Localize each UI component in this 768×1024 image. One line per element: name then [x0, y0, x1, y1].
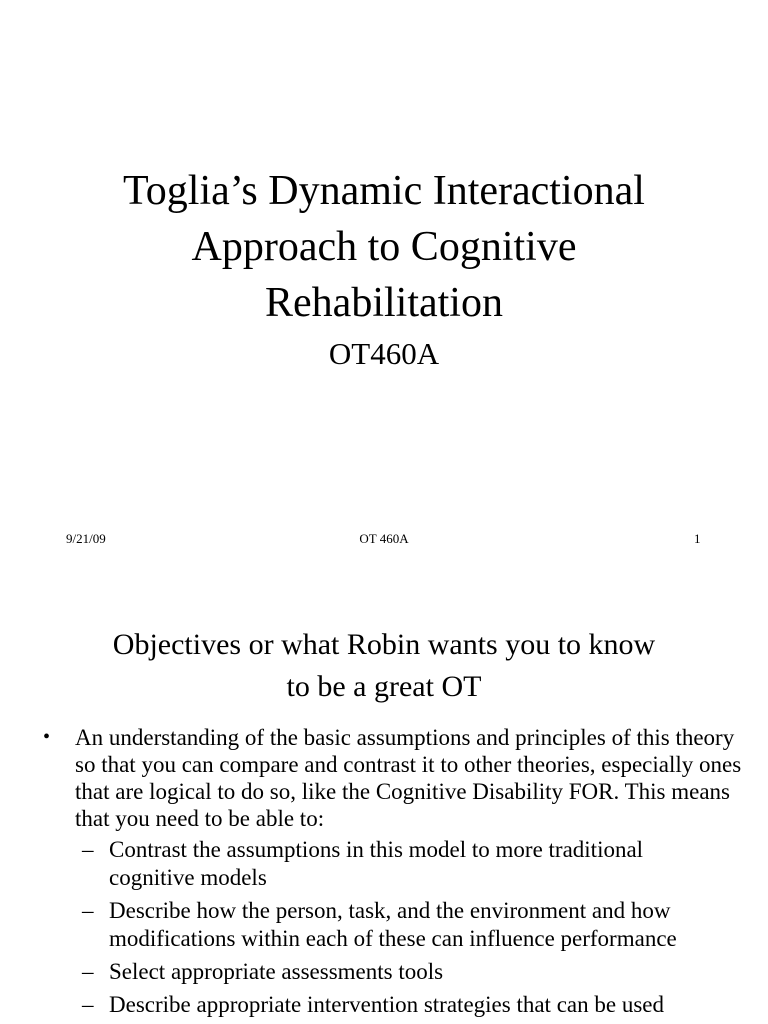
sub-list: [75, 836, 748, 1019]
dash-icon: –: [82, 837, 94, 862]
bullet-icon: •: [43, 726, 51, 748]
list-item: [0, 724, 768, 1019]
dash-icon: –: [82, 959, 94, 984]
title-line-3: Rehabilitation: [265, 280, 503, 326]
dash-icon: –: [82, 898, 94, 923]
title-line-1: Toglia’s Dynamic Interactional: [123, 168, 645, 214]
slide-1-title: [0, 163, 768, 331]
sub-item-text: Select appropriate assessments tools: [109, 959, 444, 984]
objectives-list: [0, 724, 768, 1024]
bullet-text: An understanding of the basic assumptions and principles of this theory so that you can compare and contrast it to other theories, especially ones that are logical to do so, like the Cognitive Disability FOR. This means that you need to be able to:: [75, 725, 742, 831]
footer-page-number: 1: [694, 531, 701, 546]
title2-line-1: Objectives or what Robin wants you to know: [112, 628, 656, 661]
title-line-2: Approach to Cognitive: [191, 224, 577, 270]
sub-list-item: [0, 836, 748, 892]
sub-list-item: [0, 958, 748, 986]
title2-line-2: to be a great OT: [286, 670, 482, 703]
sub-list-item: [0, 897, 748, 953]
slide-2-title: [30, 624, 738, 708]
sub-item-text: Describe appropriate intervention strategies that can be used: [109, 992, 664, 1017]
slide-2: [0, 576, 768, 1024]
sub-list-item: [0, 991, 748, 1019]
footer-course: OT 460A: [359, 531, 409, 546]
dash-icon: –: [82, 992, 94, 1017]
sub-item-text: Describe how the person, task, and the environment and how modifications within each of these can influence performance: [109, 898, 677, 951]
slide-1-subtitle: OT460A: [328, 336, 440, 371]
sub-item-text: Contrast the assumptions in this model to more traditional cognitive models: [109, 837, 644, 890]
footer-date: 9/21/09: [66, 531, 106, 546]
